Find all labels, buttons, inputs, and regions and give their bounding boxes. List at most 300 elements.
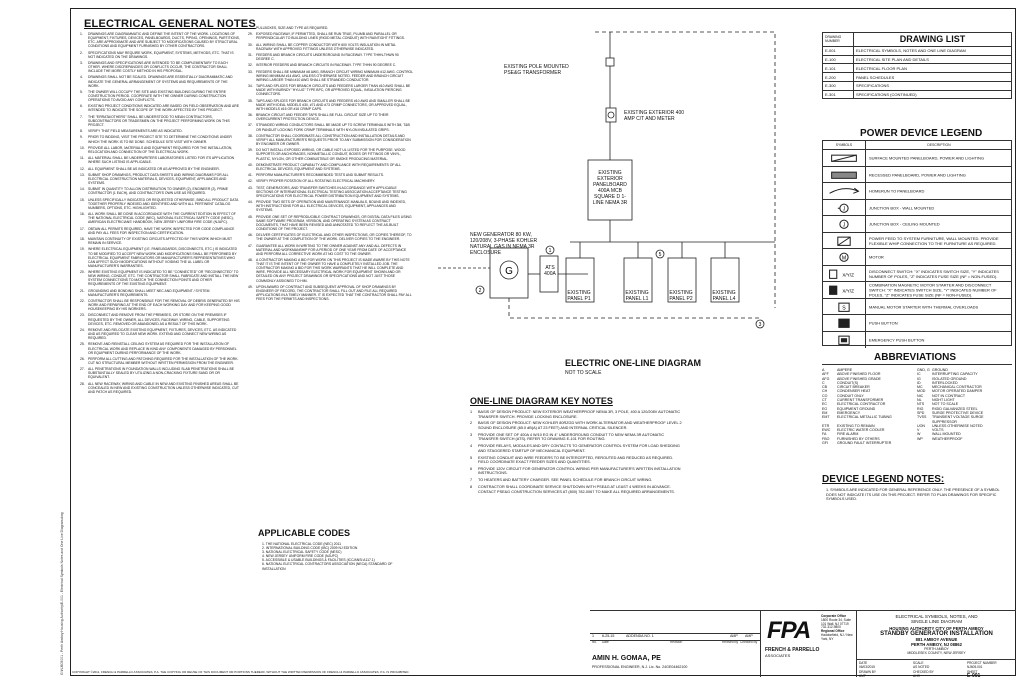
general-notes-title: ELECTRICAL GENERAL NOTES xyxy=(84,18,256,30)
manual-starter-icon xyxy=(823,299,866,316)
abbreviation-value: ELECTRICAL METALLIC TUBING xyxy=(837,415,892,420)
note-text: MAINTAIN CONTINUITY OF EXISTING CIRCUITS AFFECTED BY THIS WORK WHICH MUST REMAIN IN SERVICE. xyxy=(88,237,232,246)
surface-panel-icon xyxy=(823,150,866,167)
note-item xyxy=(470,456,682,465)
abbreviation-value: NOT TO SCALE xyxy=(932,402,959,407)
note-item xyxy=(470,485,682,494)
legend-description: PUSH BUTTON xyxy=(869,320,898,326)
note-text: WHERE EXISTING EQUIPMENT IS INDICATED TO BE "CONNECTED" OR "RECONNECTED" TO NEW WIRING, CONDUIT, ETC. THE CONTRACTOR SHALL FABRICATE AND INSTALL THE NEW SYSTEM CONNECTIONS TO MATCH THE CONNECTION POINTS AND OTHER REQUIREMENTS OF THE EXISTING EQUIPMENT. xyxy=(88,270,239,287)
note-number xyxy=(248,26,256,30)
note-item xyxy=(248,233,413,241)
note-text: DISCONNECT AND REMOVE FROM THE PREMISES, OR STORE ON THE PREMISES IF REQUESTED BY THE OWNER, ALL DEVICES, RACEWAY, WIRING, CABLE, SUPPORTING DEVICES, ETC. REMOVED OR ABANDONED AS A RESULT OF THIS WORK. xyxy=(88,313,230,326)
note-text: ALL PENETRATIONS IN FOUNDATION WALLS INCLUDING SLAB PENETRATIONS SHALL BE SUBSTANTIALLY SEALED BY UTILIZING A NON-CRACKING FIXTURE SAND OR OR EQUIVALENT. xyxy=(88,367,235,380)
title-block xyxy=(590,610,1016,677)
drawing-list-desc: SPECIFICATIONS (CONTINUED) xyxy=(854,90,1012,99)
note-item xyxy=(80,212,240,224)
abbreviations-rule xyxy=(822,364,1012,365)
note-number: 4. xyxy=(80,75,83,80)
note-item xyxy=(80,75,240,87)
note-item xyxy=(470,410,682,419)
note-number: 49. xyxy=(248,284,253,289)
note-number: 45. xyxy=(248,214,253,219)
legend-description: JUNCTION BOX - WALL MOUNTED xyxy=(869,205,935,211)
abbreviation-key: CT xyxy=(822,398,827,403)
regional-office-label: Regional Office xyxy=(821,629,845,634)
note-number: 41. xyxy=(248,173,253,178)
legend-header-sym: SYMBOLS xyxy=(823,141,866,149)
note-number: 44. xyxy=(248,200,253,205)
drawing-list-desc: SPECIFICATIONS xyxy=(854,81,1012,90)
abbreviation-value: RIGID GALVANIZED STEEL xyxy=(932,406,978,411)
drawing-list-num: E-100 xyxy=(823,55,854,64)
abbreviation-value: ISOLATED GROUND xyxy=(932,376,967,381)
note-number: 18. xyxy=(80,237,85,242)
note-number: 5. xyxy=(80,89,83,94)
note-text: VERIFY THAT FIELD MEASUREMENTS ARE AS INDICATED. xyxy=(88,129,183,134)
rev-appr: AMP xyxy=(745,634,753,638)
firm-name: FRENCH & PARRELLO xyxy=(765,647,820,653)
abbreviation-key: GND, G xyxy=(917,368,930,372)
note-text: DELIVER CERTIFICATES OF ELECTRICAL AND OTHER INSPECTIONS, OR COPIES THEREOF, TO THE OWNER AT THE COMPLETION OF THE WORK. DELIVER COPIES TO THE ENGINEER. xyxy=(256,233,412,242)
note-item xyxy=(80,328,240,340)
engineer-name: AMIN H. GOMAA, PE xyxy=(592,655,661,662)
panel-p1-label: EXISTING PANEL P1 xyxy=(567,290,591,302)
legend-row xyxy=(823,232,1011,250)
note-number: 5 xyxy=(470,455,473,460)
abbreviation-key: MC xyxy=(917,385,923,390)
abbreviation-key: EG xyxy=(822,406,828,411)
one-line-title: ELECTRIC ONE-LINE DIAGRAM xyxy=(565,358,701,368)
revision-headers xyxy=(590,640,760,645)
note-item xyxy=(248,63,413,67)
legend-row xyxy=(823,215,1011,233)
rev-header-by: Revised By xyxy=(722,640,739,644)
abbreviation-value: SURGE PROTECTIVE DEVICE xyxy=(932,410,984,415)
abbreviation-key: W xyxy=(917,432,921,437)
corp-office-label: Corporate Office xyxy=(821,614,847,618)
abbreviation-value: CONDUIT ONLY xyxy=(837,393,864,398)
client-name: HOUSING AUTHORITY CITY OF PERTH AMBOY xyxy=(889,626,984,631)
homerun-icon xyxy=(823,183,866,200)
note-item xyxy=(80,146,240,154)
note-text: EXPOSED RACEWAY, IF PERMITTED, SHALL BE RUN TRUE, PLUMB AND PARALLEL OR PERPENDICULAR TO BUILDING LINES (RIGID METAL CONDUIT) WITH RAINTIGHT FITTINGS. xyxy=(256,32,406,41)
note-number: 34. xyxy=(248,84,253,89)
jbox-wall-icon xyxy=(823,200,866,217)
note-text: FEEDERS AND BRANCH CIRCUITS UNDERGROUND IN RACEWAY. TYPE THHN-THWN 90 DEGREE C. xyxy=(256,53,399,62)
note-number: 35. xyxy=(248,98,253,103)
note-item xyxy=(80,51,240,59)
project-name: STANDBY GENERATOR INSTALLATION xyxy=(880,631,993,637)
checked-value: AHG xyxy=(913,674,920,678)
note-number: 47. xyxy=(248,243,253,248)
motor-icon xyxy=(823,249,866,266)
file-path-text: G:\NJ605001 - Perth Amboy Housing Authority\E-001 - Electrical Symbols Notes and One Line Diagram.dwg xyxy=(60,512,64,675)
note-number: 42. xyxy=(248,179,253,184)
sheet-title-2: SINGLE LINE DIAGRAM xyxy=(910,619,963,624)
project-location-2: MIDDLESEX COUNTY, NEW JERSEY xyxy=(907,651,966,655)
note-number: 6 xyxy=(470,466,473,471)
panel-p2-label: EXISTING PANEL P2 xyxy=(669,290,693,302)
note-text: ALL WORK SHALL BE DONE IN ACCORDANCE WITH THE CURRENT EDITION IN EFFECT OF THE NATIONAL ELECTRICAL CODE (NEC), NATIONAL ELECTRICAL SAFETY CODE (NESC), AMERICAN ELECTRICIANS' HANDBOOK, NEW JERSEY UNIFORM FIRE CODE (NJUFC). xyxy=(88,212,236,225)
note-number: 7 xyxy=(470,478,473,483)
note-text: A CONTRACTOR MAKING A BID FOR WORK ON THIS PROJECT IS MADE AWARE BY THIS NOTE THAT IT IS THE INTENT OF THE OWNER TO HAVE A COMPLETELY INSTALLED JOB. THE CONTRACTOR MAKING A BID FOR THIS WORK WARRANTS THAT HE WILL COMPLETE AND WIRE, PROVIDE ALL NECESSARY ELECTRICAL WORK FOR EQUIPMENT SHOWN AND OR DETAILED ON ANY PROJECT DRAWINGS OR SPECIFICATIONS AND NOT JUST THOSE COMMONLY ASSIGNED TO HIM. xyxy=(256,258,410,283)
note-text: PROVIDE TWO SETS OF OPERATION AND MAINTENANCE MANUALS, BOUND AND INDEXED, WITH INSTRUCTIONS FOR ALL ELECTRICAL DEVICES, EQUIPMENT, APPLIANCES AND SYSTEMS. xyxy=(256,200,407,213)
note-number: 20. xyxy=(80,270,85,275)
project-address-1: 881 AMBOY AVENUE xyxy=(915,637,958,642)
abbreviation-key: ETR xyxy=(822,423,830,428)
abbreviation-value: INTERLOCKED xyxy=(932,380,958,385)
note-item xyxy=(248,32,413,40)
abbreviation-value: ELECTRIC WATER COOLER xyxy=(837,428,885,433)
abbreviation-value: CIRCUIT BREAKER xyxy=(837,385,870,390)
project-no-label: PROJECT NUMBER xyxy=(967,661,997,665)
svg-text:J: J xyxy=(842,222,846,229)
note-text: TAPS AND SPLICES FOR BRANCH CIRCUITS AND FEEDERS #10 AWG AND SMALLER SHALL BE MADE WITH IDEAL MODELS #30, #71 AND #73 CRIMP CONNECTORS, OR APPROVED EQUAL, WITH MODELS #15 OR #16 CRIMP CAPS. xyxy=(256,98,410,111)
abbreviation-value: INTERRUPTING CAPACITY xyxy=(932,372,978,377)
applicable-codes-list xyxy=(262,542,412,571)
abbreviation-row xyxy=(822,415,1012,424)
scale-value: AS NOTED xyxy=(913,665,930,669)
note-number: 13. xyxy=(80,172,85,177)
note-number: 40. xyxy=(248,162,253,167)
note-item xyxy=(80,227,240,235)
abbreviation-key: NIC xyxy=(917,393,924,398)
note-text: FEEDERS SHALL BE MINIMUM #8 AWG, BRANCH CIRCUIT WIRING MINIMUM #12 AWG. CONTROL WIRING MINIMUM #14 AWG, UNLESS OTHERWISE NOTED. FEEDER AND BRANCH CIRCUIT WIRING LARGER THAN #10 AWG SHALL BE STRANDED CONDUCTOR. xyxy=(256,69,413,82)
note-number: 14. xyxy=(80,187,85,192)
note-text: CONTRACTOR SHALL BE RESPONSIBLE FOR THE REMOVAL OF DEBRIS GENERATED BY HIS WORK AND REPAIRING AT THE END OF EACH WORKING DAY AND FOR KEEPING GOOD HOUSEKEEPING BY HIS WORKERS. xyxy=(88,299,240,312)
device-notes-title: DEVICE LEGEND NOTES: xyxy=(822,474,945,485)
legend-row xyxy=(823,199,1011,217)
note-item xyxy=(80,135,240,143)
abbreviation-value: NIGHT LIGHT xyxy=(932,398,955,403)
abbreviation-value: MOTOR OPERATED DAMPER xyxy=(932,389,983,394)
legend-description: MOTOR xyxy=(869,254,884,260)
corp-office: 1800 Route 34, Suite 101 Wall, NJ 07719 xyxy=(821,617,851,626)
abbreviations-list xyxy=(822,368,1012,445)
note-item xyxy=(248,148,413,160)
note-item xyxy=(248,244,413,256)
note-text: BASIS OF DESIGN PRODUCT: NEW EXTERIOR WEATHERPROOF NEMA 3R, 3 POLE, 400 A 120/208V AUTOMATIC TRANSFER SWITCH. PROVIDE LOCKING ENCLOSURE. xyxy=(478,410,681,419)
key-notes-list xyxy=(470,410,682,496)
svg-text:X/Y/Z: X/Y/Z xyxy=(842,288,854,294)
ct-meter-label: EXISTING EXTERIOR 400 AMP C/T AND METER xyxy=(624,110,685,122)
note-number: 11. xyxy=(80,156,85,161)
note-text: PROVIDE RELAYS, MODULES AND DRY CONTACTS TO GENERATOR CONTROL SYSTEM FOR LOAD SHEDDING AND STAGGERED STARTUP OF MECHANICAL EQUIPMENT. xyxy=(478,444,680,453)
drawing-list-num: E-300 xyxy=(823,81,854,90)
note-item xyxy=(248,123,413,131)
note-number: 30. xyxy=(248,42,253,47)
abbreviation-value: FURNISHED BY OTHERS xyxy=(837,436,880,441)
legend-row xyxy=(823,248,1011,266)
engineer-license: PROFESSIONAL ENGINEER, N.J. Lic. No. 24GE04462100 xyxy=(592,665,688,669)
note-item xyxy=(80,357,240,365)
drawing-list-num: E-001 xyxy=(823,46,854,55)
note-item xyxy=(248,53,413,61)
note-number: 8 xyxy=(470,485,473,490)
legend-row xyxy=(823,331,1011,349)
generator-label: NEW GENERATOR 80 KW, 120/208V, 3-PHASE KOHLER NATURAL GAS IN NEMA 3R ENCLOSURE xyxy=(470,232,538,256)
note-item xyxy=(248,99,413,111)
note-item xyxy=(470,444,682,453)
abbreviation-value: CURRENT TRANSFORMER xyxy=(837,398,884,403)
note-text: THE "ERRATA/OTHERS" SHALL BE UNDERSTOOD TO MEAN CONTRACTORS, SUBCONTRACTORS OR TRADESMEN ON THE PROJECT PERFORMING WORK ON THIS PROJECT. xyxy=(88,114,230,127)
revision-block xyxy=(590,611,760,677)
note-text: DO NOT INSTALL EXPOSED WIRING, OR CABLE NOT UL LISTED FOR THE PURPOSE. WOOD SUPPORTS OR ANCHORAGES, NONMETALLIC CONDUIT, BOXES OR FITTINGS OR VINYL, PLASTIC, NYLON, OR OTHER COMBUSTIBLE OR SMOKE PRODUCING MATERIAL. xyxy=(256,148,406,161)
device-note-item: 1. SYMBOLS ARE INDICATED FOR GENERAL REFERENCE ONLY. THE PRESENCE OF A SYMBOL DOES NOT INDICATE ITS USE ON THIS PROJECT. REFER TO PLAN DRAWINGS FOR SPECIFIC SYMBOLS USED. xyxy=(826,488,1000,502)
abbreviation-key: WP xyxy=(917,436,923,441)
code-item: 5. ACCESSIBLE & USABLE BUILDINGS & FACILITIES (ICC/ANSI A117.1) xyxy=(262,558,375,563)
note-text: PRIOR TO BIDDING, VISIT THE PROJECT SITE TO DETERMINE THE CONDITIONS UNDER WHICH THE WORK IS TO BE DONE. SCHEDULE SITE VISIT WITH OWNER. xyxy=(88,135,232,144)
note-item xyxy=(80,187,240,195)
abbreviation-key: CB xyxy=(822,385,827,390)
note-item xyxy=(80,129,240,133)
note-text: PERFORM ALL CUTTING AND PATCHING REQUIRED FOR THE INSTALLATION OF THE WORK. CUT NO STRUCTURAL MEMBER WITHOUT WRITTEN PERMISSION FROM THE ENGINEER. xyxy=(88,356,239,365)
legend-description: SURFACE MOUNTED PANELBOARD, POWER AND LIGHTING xyxy=(869,155,985,161)
note-item xyxy=(248,43,413,51)
legend-row xyxy=(823,265,1011,283)
legend-row xyxy=(823,281,1011,299)
note-number: 22. xyxy=(80,299,85,303)
abbreviation-value: GROUND xyxy=(932,368,948,372)
abbreviations-title: ABBREVIATIONS xyxy=(874,352,957,363)
key-marker-1: 2 xyxy=(478,288,482,294)
panel-l4-label: EXISTING PANEL L4 xyxy=(712,290,736,302)
note-text: PULLBOXES, SIZE AND TYPE AS REQUIRED. xyxy=(256,26,329,30)
abbreviation-value xyxy=(932,441,990,445)
note-number: 38. xyxy=(248,133,253,138)
note-text: SUBMIT IN QUANTITY TO ALLOW DISTRIBUTION TO OWNER (2), ENGINEER (2), PRIME CONTRACTOR (1 EACH), AND CONTRACTOR'S OWN USE AS REQUIRED. xyxy=(88,187,228,196)
drawing-list-row xyxy=(823,55,1012,64)
pole-transformer-label: EXISTING POLE MOUNTED PSE&G TRANSFORMER xyxy=(504,64,569,76)
note-number: 27. xyxy=(80,367,85,372)
note-number: 48. xyxy=(248,258,253,263)
abbreviation-value: AMPERE xyxy=(837,368,853,372)
note-item xyxy=(248,173,413,177)
note-number: 28. xyxy=(80,381,85,386)
combination-icon xyxy=(823,282,866,299)
note-text: PROVIDE ALL LABOR, MATERIALS AND EQUIPMENT REQUIRED FOR THE INSTALLATION, RELOCATION AND CONNECTION OF THE ELECTRICAL WORK. xyxy=(88,145,233,154)
legend-description: COMBINATION MAGNETIC MOTOR STARTER AND DISCONNECT SWITCH: "X" INDICATES SWITCH SIZE, "Y" INDICATES NUMBER OF POLES, "Z" INDICATES FUSE SIZE (NF = NON-FUSED). xyxy=(869,282,997,298)
note-number: 9. xyxy=(80,135,83,140)
abbreviation-key: CO xyxy=(822,393,828,398)
note-item xyxy=(248,179,413,183)
push-button-icon xyxy=(823,315,866,332)
note-item xyxy=(248,134,413,146)
legend-row xyxy=(823,166,1011,184)
svg-text:J: J xyxy=(842,205,846,212)
note-text: SUBMIT SHOP DRAWINGS, PRODUCT DATA SHEETS AND WIRING DIAGRAMS FOR ALL ELECTRICAL CONSTRUCTION MATERIALS, DEVICES, EQUIPMENT, APPLIANCES AND SYSTEMS. xyxy=(88,172,229,186)
power-feed-icon xyxy=(823,233,866,250)
note-number: 33. xyxy=(248,69,253,74)
sheet-number: E-001 xyxy=(967,673,981,679)
drawing-list-row xyxy=(823,90,1012,99)
legend-description: POWER FEED TO SYSTEM FURNITURE, WALL MOUNTED. PROVIDE FLEXIBLE WHIP CONNECTION TO THE FURNITURE AS REQUIRED. xyxy=(869,235,999,246)
abbreviation-key: FBO xyxy=(822,436,830,441)
project-address-2: PERTH AMBOY, NJ 08862 xyxy=(911,642,962,647)
sheet-title-1: ELECTRICAL SYMBOLS, NOTES, AND xyxy=(895,614,978,619)
note-number: 24. xyxy=(80,327,85,332)
note-number: 31. xyxy=(248,53,253,58)
abbreviation-row xyxy=(822,441,1012,445)
legend-row xyxy=(823,314,1011,332)
note-text: CONTRACTOR SHALL COORDINATE SERVICE SHUTDOWN WITH PSE&G AT LEAST 4 WEEKS IN ADVANCE. CONTACT PSE&G CONSTRUCTION SERVICES AT (800) 782-0067 TO MAKE ALL REQUIRED ARRANGEMENTS. xyxy=(478,485,675,494)
note-item xyxy=(80,90,240,102)
note-item xyxy=(80,115,240,127)
note-item xyxy=(248,163,413,171)
abbreviation-key: EC xyxy=(822,402,827,407)
key-notes-title: ONE-LINE DIAGRAM KEY NOTES xyxy=(470,396,613,406)
note-number: 39. xyxy=(248,148,253,153)
note-text: REMOVE AND RELOCATE EXISTING EQUIPMENT, FIXTURES, DEVICES, ETC. AS INDICATED AND AS REQUIRED TO CLEAR NEW WORK. EXTEND AND CONNECT NEW WIRING AS REQUIRED. xyxy=(88,327,237,341)
rev-desc: ADDENDA NO. 1 xyxy=(626,634,654,638)
legend-description: EMERGENCY PUSH BUTTON xyxy=(869,337,925,343)
drawing-list-desc: PANEL SCHEDULES xyxy=(854,73,1012,82)
note-item xyxy=(80,367,240,379)
sheet-label: SHEET xyxy=(967,670,978,674)
disconnect-icon xyxy=(823,266,866,283)
note-text: ALL NEW RACEWAY, WIRING AND CABLE IN NEW AND EXISTING FINISHED AREAS SHALL BE CONCEALED IN NEW AND EXISTING CONSTRUCTION UNLESS OTHERWISE INDICATED, CUT AND PATCH AS REQUIRED. xyxy=(88,381,239,394)
note-number: 8. xyxy=(80,129,83,134)
drawing-list-row xyxy=(823,73,1012,82)
note-number: 21. xyxy=(80,288,85,293)
checked-label: CHECKED BY xyxy=(913,670,934,674)
note-item xyxy=(80,299,240,311)
note-number: 12. xyxy=(80,166,85,171)
abbreviation-value: EXISTING TO REMAIN xyxy=(837,423,875,428)
note-item xyxy=(80,104,240,112)
note-number: 25. xyxy=(80,342,85,347)
note-item xyxy=(80,237,240,245)
legend-row xyxy=(823,149,1011,167)
note-text: UPON AWARD OF CONTRACT AND SUBSEQUENT APPROVAL OF SHOP DRAWINGS BY ENGINEER OF RECORD, THE CONTRACTOR SHALL FILL OUT AND FILE ALL REQUIRED APPLICATIONS IN A TIMELY MANNER. IT IS EXPECTED THAT THE CONTRACTOR SHALL PAY ALL FEES FOR THE PERMITS AND INSPECTIONS. xyxy=(256,284,412,302)
note-text: CONTRACTOR SHALL COORDINATE ALL CONSTRUCTION AND INSTALLATION DETAILS AND VERIFY ALL MANUFACTURER'S REQUESTS PRIOR TO ANY SUBMISSION FOR CONSIDERATION BY ENGINEER OR OWNER. xyxy=(256,133,411,147)
firm-offices xyxy=(821,615,855,642)
key-marker-4: 3 xyxy=(758,322,762,328)
date-label: DATE xyxy=(859,661,868,665)
copyright-text: COPYRIGHT ©2011, FRENCH & PARRELLO ASSOCIATES, P.A. THE COPYING OR REUSE OF THIS DOCUMENT OR PORTIONS THEREOF, WITHOUT THE WRITTEN PERMISSION OF FRENCH & PARRELLO ASSOCIATES, P.A. IS PROHIBITED. xyxy=(72,670,410,674)
drawn-value: AMP xyxy=(859,674,866,678)
drawing-list-title-cell: DRAWING LIST xyxy=(854,33,1012,47)
note-item xyxy=(80,313,240,325)
date-value: 06/03/2015 xyxy=(859,665,875,669)
note-item xyxy=(80,270,240,286)
drawing-list-header-num: DRAWING NUMBER xyxy=(823,33,854,47)
scale-label: SCALE xyxy=(913,661,924,665)
abbreviation-key: EMT xyxy=(822,415,830,420)
legend-description: MANUAL MOTOR STARTER WITH THERMAL OVERLOADS xyxy=(869,304,979,310)
code-item: 4. NEW JERSEY UNIFORM FIRE CODE (NJUFC) xyxy=(262,554,339,559)
note-text: TAPS AND SPLICES FOR BRANCH CIRCUITS AND FEEDERS LARGER THAN #10 AWG SHALL BE MADE WITH BURNDY "HYLUG" TYPE BPC, OR APPROVED EQUAL, INSULATION PIERCING CONNECTORS. xyxy=(256,84,411,97)
note-number: 16. xyxy=(80,212,85,217)
note-item xyxy=(80,32,240,48)
one-line-scale: NOT TO SCALE xyxy=(565,370,602,376)
note-number: 46. xyxy=(248,233,253,238)
ats-label: ATS 400A xyxy=(544,265,556,277)
jbox-ceiling-icon xyxy=(823,216,866,233)
legend-description: DISCONNECT SWITCH: "X" INDICATES SWITCH SIZE, "Y" INDICATES NUMBER OF POLES, "Z" INDICATES FUSE SIZE (NF = NON-FUSED). xyxy=(869,268,999,279)
key-marker-2: 1 xyxy=(548,248,552,254)
abbreviation-key: SPD xyxy=(917,410,925,415)
project-location-1: PERTH AMBOY xyxy=(924,647,949,651)
note-text: GROUNDING AND BONDING SHALL MEET NEC AND EQUIPMENT / SYSTEM MANUFACTURER'S REQUIREMENTS. xyxy=(88,288,210,297)
note-item xyxy=(248,186,413,198)
note-number: 29. xyxy=(248,32,253,37)
drawing-list-desc: ELECTRICAL FLOOR PLAN xyxy=(854,64,1012,73)
note-text: ALL MATERIAL SHALL BE UNDERWRITERS LABORATORIES LISTED FOR ITS APPLICATION WHERE SUCH LISTING IS APPLICABLE. xyxy=(88,156,235,165)
drawing-list-row xyxy=(823,64,1012,73)
note-item xyxy=(248,200,413,212)
general-notes-column-1 xyxy=(80,32,240,396)
note-text: THE OWNER WILL OCCUPY THE SITE AND EXISTING BUILDING DURING THE ENTIRE CONSTRUCTION PERIOD. COOPERATE WITH THE OWNER DURING CONSTRUCTION OPERATIONS TO AVOID ANY CONFLICTS. xyxy=(88,89,226,103)
drawn-label: DRAWN BY xyxy=(859,670,877,674)
project-block xyxy=(856,611,1016,677)
abbreviation-value: UNLESS OTHERWISE NOTED xyxy=(932,423,983,428)
note-item xyxy=(248,26,413,30)
note-item xyxy=(80,382,240,394)
note-number: 4 xyxy=(470,444,473,449)
power-legend-title: POWER DEVICE LEGEND xyxy=(860,128,983,139)
note-number: 6. xyxy=(80,104,83,109)
legend-header-desc: DESCRIPTION xyxy=(927,143,951,147)
note-text: PROVIDE 120V CIRCUIT FOR GENERATOR CONTROL WIRING PER MANUFACTURER'S WRITTEN INSTALLATION INSTRUCTIONS. xyxy=(478,466,681,476)
note-item xyxy=(248,84,413,96)
note-number: 26. xyxy=(80,356,85,361)
legend-row xyxy=(823,298,1011,316)
note-text: SPECIFICATIONS MAY REQUIRE WORK, EQUIPMENT, SYSTEMS, METHODS, ETC. THAT IS NOT INDICATED ON THE DRAWINGS. xyxy=(88,50,234,59)
note-text: OBTAIN ALL PERMITS REQUIRED, HAVE THE WORK INSPECTED FOR CODE COMPLIANCE AND PAY ALL FEES FOR INSPECTION AND CERTIFICATION. xyxy=(88,226,235,235)
abbreviation-key: TVSS xyxy=(917,415,927,420)
note-number: 2 xyxy=(470,421,473,426)
note-text: ALL WIRING SHALL BE COPPER CONDUCTOR WITH 600 VOLTS INSULATION IN METAL RACEWAY WITH APPROVED FITTINGS UNLESS OTHERWISE INDICATED. xyxy=(256,42,396,51)
drawing-list-row xyxy=(823,46,1012,55)
note-text: REMOVE AND REINSTALL CEILING SYSTEM AS REQUIRED FOR THE INSTALLATION OF ELECTRICAL WORK AND REPLACE IN KIND ANY COMPONENTS DAMAGED BY PERSONNEL OR EQUIPMENT DURING PERFORMANCE OF THE WORK. xyxy=(88,342,237,355)
abbreviation-key: NTS xyxy=(917,402,925,407)
abbreviation-value: VOLTS xyxy=(932,428,944,433)
applicable-codes-title: APPLICABLE CODES xyxy=(258,528,351,538)
abbreviation-value: ABOVE FINISHED GRADE xyxy=(837,376,881,381)
note-text: TO HEATERS AND BATTERY CHARGER. SEE PANEL SCHEDULE FOR BRANCH CIRCUIT WIRING. xyxy=(478,478,653,483)
note-number: 32. xyxy=(248,63,253,68)
drawing-list-num: E-301 xyxy=(823,90,854,99)
note-number: 19. xyxy=(80,247,85,252)
note-number: 36. xyxy=(248,113,253,118)
legend-header xyxy=(823,141,1011,149)
abbreviation-key: ID xyxy=(917,380,921,385)
abbreviation-value: EQUIPMENT GROUND xyxy=(837,406,876,411)
drawing-list-num: E-200 xyxy=(823,73,854,82)
drawing-list-table xyxy=(822,32,1012,99)
rev-num: 1 xyxy=(592,634,594,638)
note-text: DRAWINGS ARE DIAGRAMMATIC AND DEFINE THE INTENT OF THE WORK. LOCATIONS OF EQUIPMENT, FIXTURES, DEVICES, PANELBOARDS, DUCTS, PIPING, OPENINGS, PARTITIONS, ETC. ARE APPROXIMATE AND ARE SUBJECT TO MODIFICATIONS CAUSED BY STRUCTURAL CONDITIONS AND EQUIPMENT FURNISHED BY OTHER CONTRACTORS. xyxy=(88,32,240,49)
note-text: TEST, GENERATORS, AND TRANSFER SWITCHES IN ACCORDANCE WITH APPLICABLE SECTIONS OF INTERNATIONAL ELECTRICAL TESTING ASSOCIATION ACCEPTANCE TESTING SPECIFICATIONS FOR ELECTRICAL POWER DISTRIBUTION EQUIPMENT AND SYSTEMS. xyxy=(256,185,407,198)
note-item xyxy=(80,289,240,297)
rev-header-appr: Checked By xyxy=(740,640,758,644)
abbreviation-key: IC xyxy=(917,372,921,377)
note-number: 1 xyxy=(470,410,473,414)
abbreviation-value: EMERGENCY xyxy=(837,410,861,415)
note-number: 43. xyxy=(248,185,253,190)
abbreviation-key: AFG xyxy=(822,376,830,381)
note-text: WHERE ELECTRICAL EQUIPMENT (I.E. PANELBOARDS, DISCONNECTS, ETC.) IS INDICATED TO BE MODIFIED TO ACCEPT NEW WORK AND MODIFICATIONS SHALL BE PERFORMED BY ELECTRICAL EQUIPMENT FABRICATORS OR MANUFACTURER'S REPRESENTATIVES WHO CAN AFFECT SUCH MODIFICATIONS WITHOUT VOIDING THE UL LABEL OR MANUFACTURER'S WARRANTIES. xyxy=(88,247,238,268)
note-text: BASIS OF DESIGN PRODUCT: NEW KOHLER 80RZGD WITH WORK ALTERNATOR AND WEATHERPROOF LEVEL 2 SOUND ENCLOSURE (65.0 dB(A) AT 23 FEET) AND INTERNAL CRITICAL SILENCER. xyxy=(478,421,682,430)
abbreviation-key: EWC xyxy=(822,428,831,433)
note-text: GUARANTEE ALL WORK IN WRITING TO THE OWNER AGAINST ANY AND ALL DEFECTS IN MATERIAL AND WORKMANSHIP FOR A PERIOD OF ONE YEAR FROM DATE OF ACCEPTANCE AND PERFORM ALL CORRECTIVE WORK AT NO COST TO THE OWNER. xyxy=(256,243,407,256)
rev-header-num: No. xyxy=(592,640,597,644)
legend-description: RECESSED PANELBOARD, POWER AND LIGHTING xyxy=(869,172,966,178)
abbreviation-value: ABOVE FINISHED FLOOR xyxy=(837,372,881,377)
note-item xyxy=(248,285,413,301)
rev-header-date: Date xyxy=(602,640,609,644)
